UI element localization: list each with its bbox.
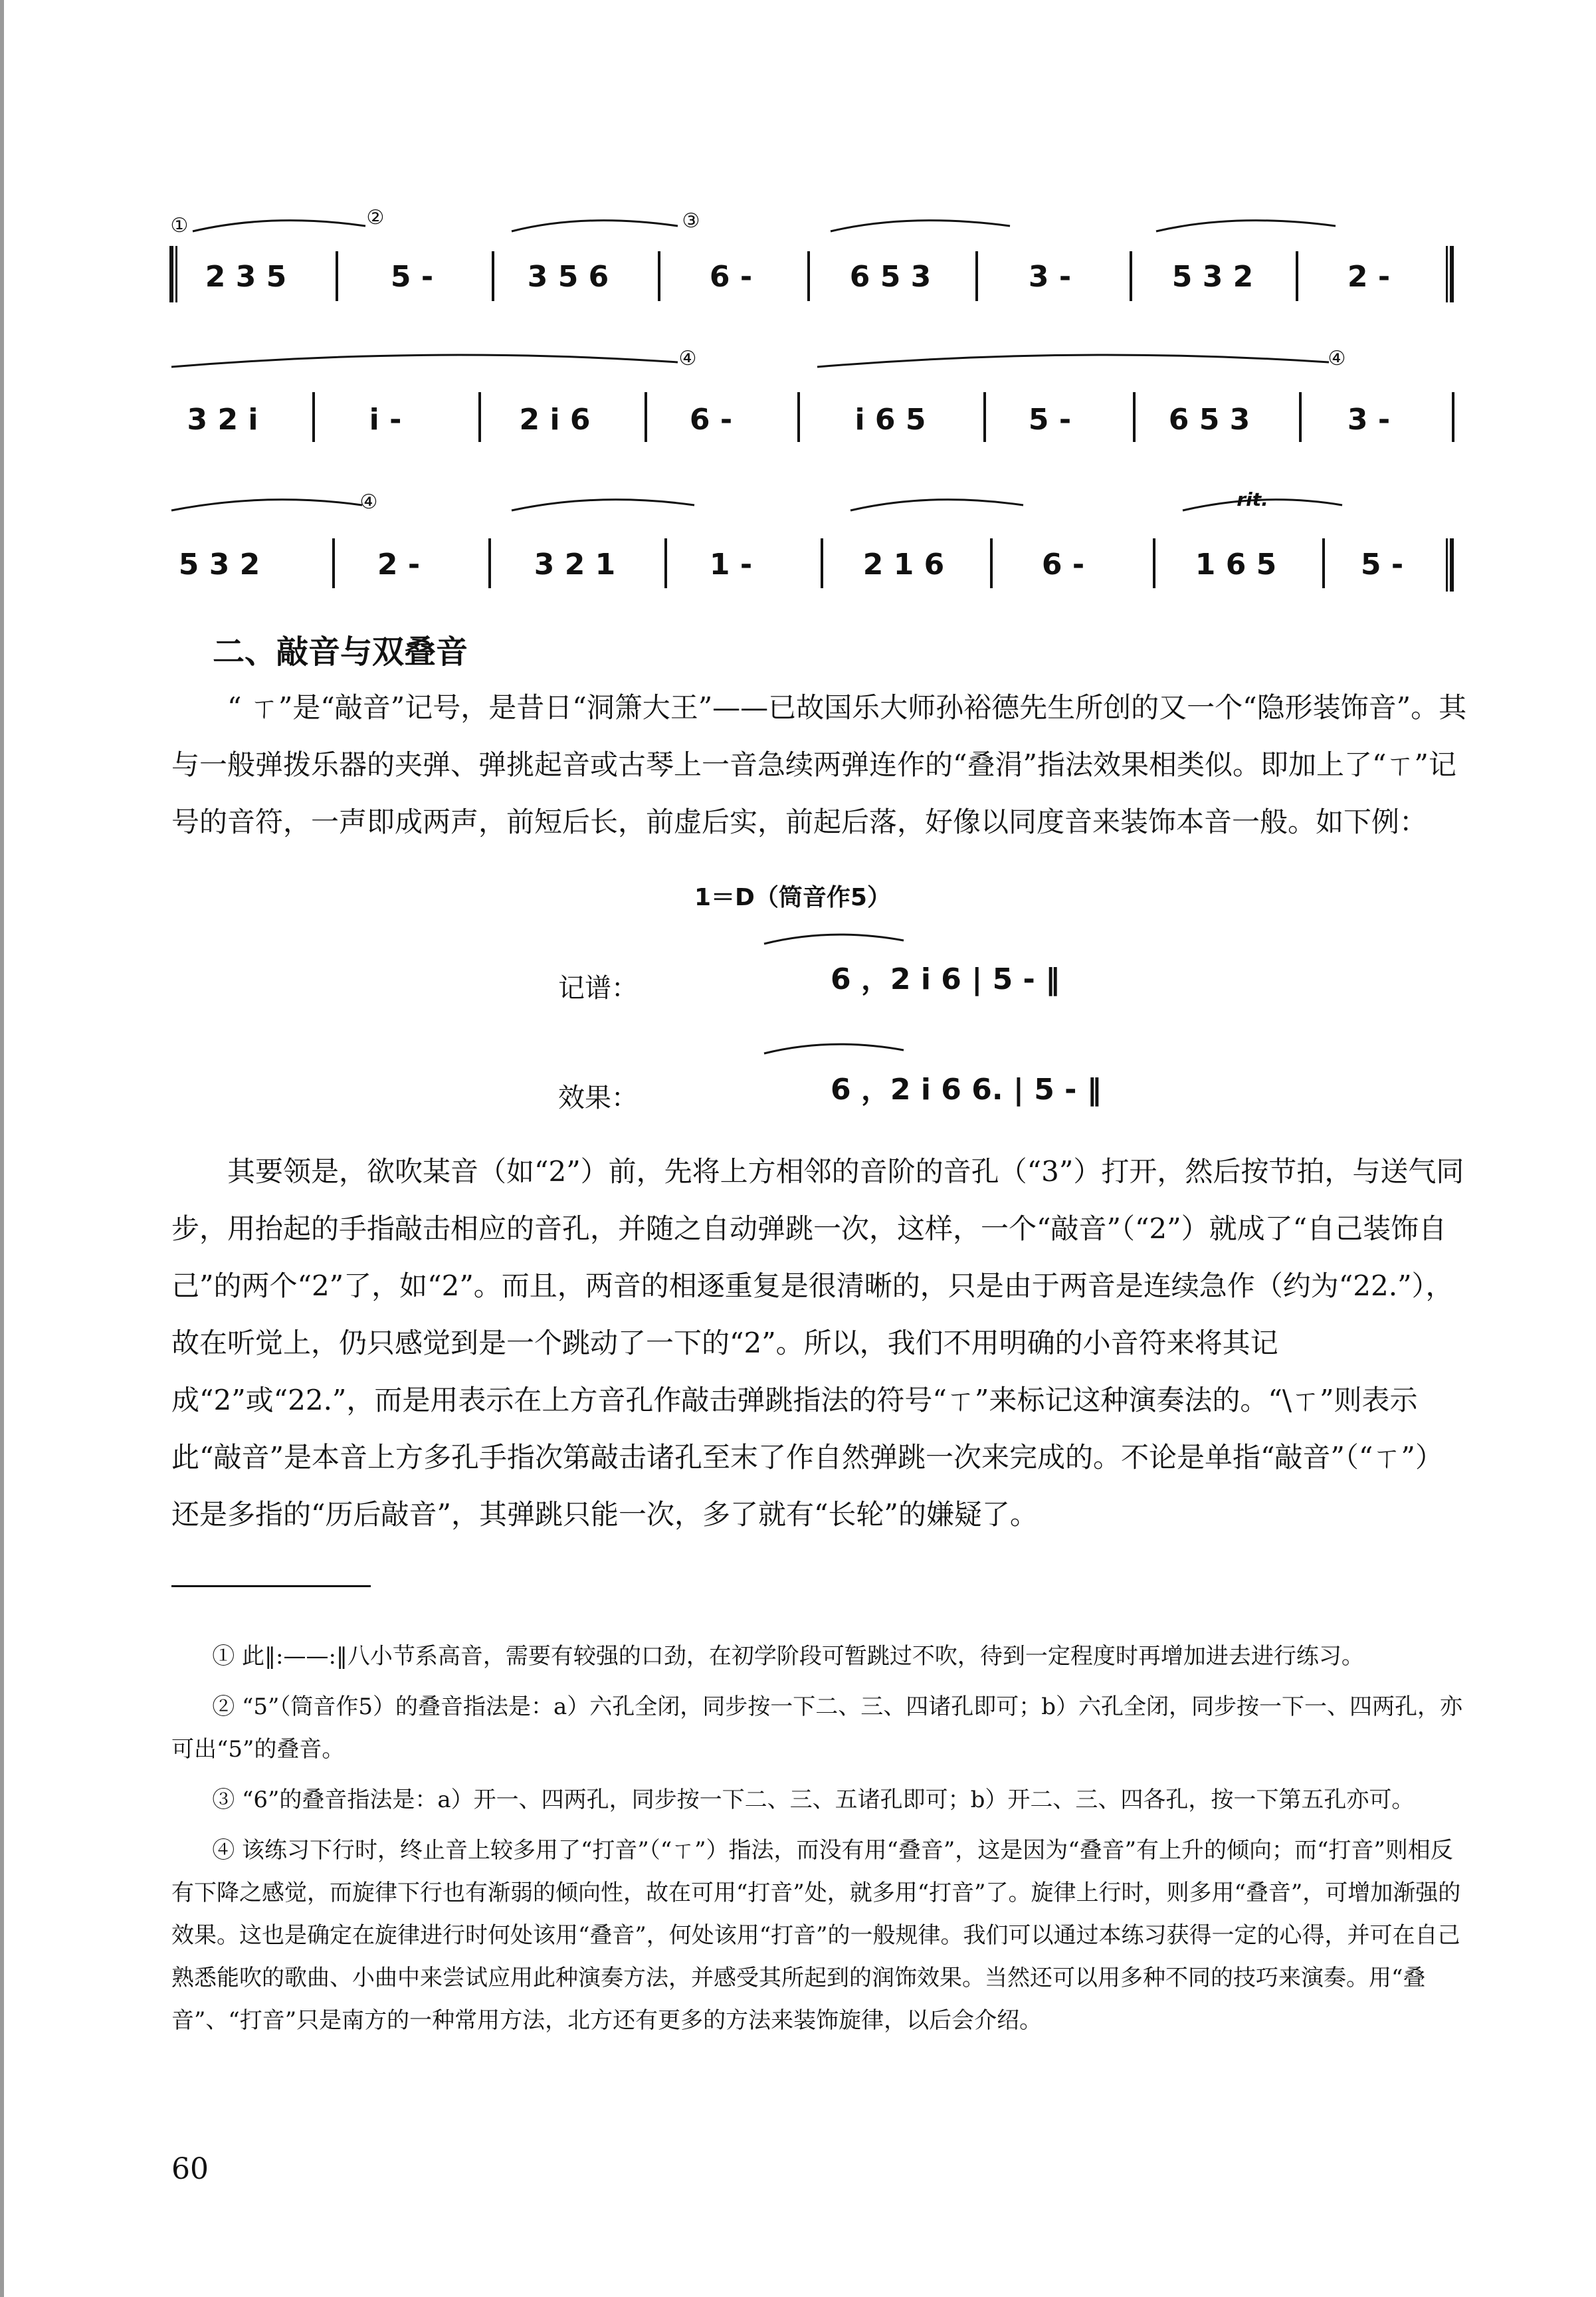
score-measure: 2 3 5 — [205, 260, 287, 294]
bar-line — [658, 251, 660, 301]
footnote-marker: ③ — [682, 209, 700, 233]
footnote-1: ① 此‖:——:‖八小节系高音，需要有较强的口劲，在初学阶段可暂跳过不吹，待到一定程度时再增加进去进行练习。 — [212, 1643, 1364, 1670]
phrase-slurs — [0, 0, 1596, 631]
score-measure: 6 - — [1041, 548, 1085, 582]
score-measure: 3 - — [1347, 403, 1391, 437]
score-measure: 5 - — [1028, 403, 1072, 437]
score-measure: 5 3 2 — [178, 548, 260, 582]
footnotes — [171, 1635, 1470, 2050]
score-measure: i - — [369, 403, 402, 437]
score-measure: 6 - — [689, 403, 733, 437]
page-number: 60 — [171, 2152, 209, 2186]
body-text: 其要领是，欲吹某音（如“2”）前，先将上方相邻的音阶的音孔（“3”）打开，然后按节拍，与送气同步，用抬起的手指敲击相应的音孔，并随之自动弹跳一次，这样，一个“敲音”（“2”）就成了“自己装饰自己”的两个“2”了，如“2”。而且，两音的相逐重复是很清晰的，只是由于两音是连续急作（约为“22.”），故在听觉上，仍只感觉到是一个跳动了一下的“2”。所以，我们不用明确的小音符来将其记成“2”或“22.”，而是用表示在上方音孔作敲击弹跳指法的符号“ㄒ”来标记这种演奏法的。“\ㄒ”则表示此“敲音”是本音上方多孔手指次第敲击诸孔至末了作自然弹跳一次来完成的。不论是单指“敲音”（“ㄒ”）还是多指的“历后敲音”，其弹跳只能一次，多了就有“长轮”的嫌疑了。 — [171, 1155, 1464, 1531]
score-measure: 2 - — [1347, 260, 1391, 294]
bar-line — [336, 251, 338, 301]
score-measure: 2 i 6 — [519, 403, 591, 437]
rit-marking: rit. — [1237, 489, 1268, 510]
score-measure: 5 - — [1360, 548, 1404, 582]
score-measure: 3 - — [1028, 260, 1072, 294]
bar-line — [1130, 251, 1132, 301]
footnote-3: ③ “6”的叠音指法是：a）开一、四两孔，同步按一下二、三、五诸孔即可；b）开二、三、四各孔，按一下第五孔亦可。 — [212, 1787, 1415, 1813]
footnote-marker: ② — [366, 206, 385, 229]
bar-line — [990, 538, 993, 588]
bar-line — [821, 538, 823, 588]
body-paragraph — [171, 1143, 1470, 1543]
bar-line — [1133, 392, 1136, 442]
bar-line — [797, 392, 800, 442]
score-measure: 3 5 6 — [527, 260, 609, 294]
footnote-rule — [171, 1585, 371, 1587]
notation-label: 记谱： — [558, 973, 638, 1004]
score-measure: 1 - — [709, 548, 753, 582]
bar-line — [312, 392, 315, 442]
score-measure: i 6 5 — [854, 403, 926, 437]
bar-line — [1299, 392, 1302, 442]
score-measure: 2 - — [377, 548, 421, 582]
score-measure: 5 - — [390, 260, 434, 294]
bar-line — [975, 251, 978, 301]
footnote-marker: ④ — [678, 347, 697, 370]
score-measure: 6 5 3 — [849, 260, 932, 294]
score-measure: 2 1 6 — [862, 548, 945, 582]
bar-line — [1153, 538, 1155, 588]
bar-line — [1296, 251, 1298, 301]
bar-line — [983, 392, 986, 442]
score-measure: 1 6 5 — [1195, 548, 1277, 582]
bar-line — [1452, 392, 1454, 442]
example-key: 1＝D（筒音作5） — [694, 884, 891, 911]
score-measure: 3 2 1 — [534, 548, 616, 582]
score-measure: 3 2 i — [187, 403, 258, 437]
score-measure: 5 3 2 — [1171, 260, 1254, 294]
bar-line — [664, 538, 667, 588]
bar-line — [488, 538, 491, 588]
bar-line — [645, 392, 647, 442]
footnote-4: ④ 该练习下行时，终止音上较多用了“打音”（“ㄒ”）指法，而没有用“叠音”，这是因为“叠音”有上升的倾向；而“打音”则相反有下降之感觉，而旋律下行也有渐弱的倾向性，故在可用“打音”处，就多用“打音”了。旋律上行时，则多用“叠音”，可增加渐强的效果。这也是确定在旋律进行时何处该用“叠音”，何处该用“打音”的一般规律。我们可以通过本练习获得一定的心得，并可在自己熟悉能吹的歌曲、小曲中来尝试应用此种演奏方法，并感受其所起到的润饰效果。当然还可以用多种不同的技巧来演奏。用“叠音”、“打音”只是南方的一种常用方法，北方还有更多的方法来装饰旋律，以后会介绍。 — [171, 1837, 1461, 2034]
notation-example: 6 ，2 i 6 | 5 - ‖ — [831, 962, 1060, 996]
score-measure: 6 - — [709, 260, 753, 294]
score-measure: 6 5 3 — [1168, 403, 1250, 437]
intro-paragraph — [171, 679, 1470, 851]
effect-label: 效果： — [558, 1083, 638, 1113]
bar-line — [807, 251, 810, 301]
intro-text: “ ㄒ”是“敲音”记号，是昔日“洞箫大王”——已故国乐大师孙裕德先生所创的又一个“隐形装饰音”。其与一般弹拨乐器的夹弹、弹挑起音或古琴上一音急续两弹连作的“叠涓”指法效果相类似。即加上了“ㄒ”记号的音符，一声即成两声，前短后长，前虚后实，前起后落，好像以同度音来装饰本音一般。如下例： — [171, 691, 1467, 838]
footnote-marker: ① — [170, 214, 189, 237]
example-slurs — [751, 924, 1017, 1090]
bar-line — [492, 251, 494, 301]
effect-example: 6 ，2 i 6 6. | 5 - ‖ — [831, 1073, 1102, 1107]
bar-line — [332, 538, 335, 588]
section-heading: 二、敲音与双叠音 — [213, 633, 468, 671]
bar-line — [1322, 538, 1325, 588]
footnote-2: ② “5”（筒音作5）的叠音指法是：a）六孔全闭，同步按一下二、三、四诸孔即可；b）六孔全闭，同步按一下一、四两孔，亦可出“5”的叠音。 — [171, 1694, 1463, 1763]
footnote-marker: ④ — [359, 491, 378, 514]
bar-line — [478, 392, 481, 442]
footnote-marker: ④ — [1328, 347, 1346, 370]
